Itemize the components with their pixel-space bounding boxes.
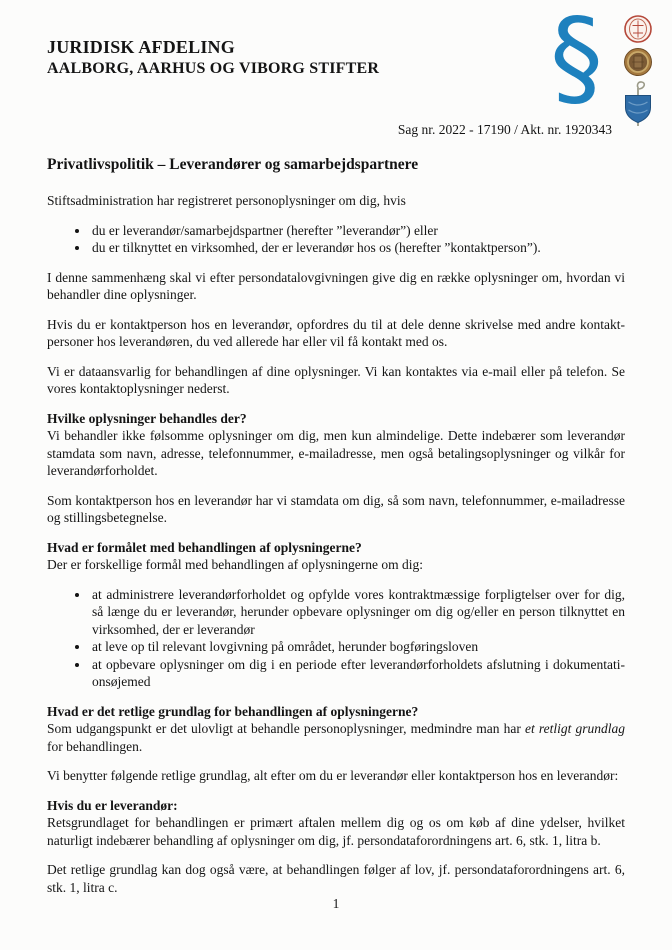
section-sign-icon: § (550, 0, 603, 119)
intro-bullet-list (47, 222, 625, 257)
paragraph-which-data-2: Som kontaktperson hos en leverandør har vi stamdata om dig, så som navn, telefonnummer, e-mailadresse og stillingsbetegnelse. (47, 492, 625, 525)
paragraph-which-data-1: Vi behandler ikke følsomme oplysninger om dig, men kun almindelige. Dette indebærer som leverandør stamdata som navn, adresse, telefonnummer, e-mailadresse, men også betalingsoplysninger og vilkår for leverandørforholdet. (47, 428, 625, 478)
paragraph-obligation: I denne sammenhæng skal vi efter persondatalovgivningen give dig en række oplysninger om, hvordan vi behandler dine oplysninger. (47, 269, 625, 302)
section-heading-legal-basis: Hvad er det retlige grundlag for behandlingen af oplysningerne? (47, 703, 419, 719)
intro-paragraph: Stiftsadministration har registreret personoplysninger om dig, hvis (47, 193, 406, 208)
section-heading-supplier: Hvis du er leverandør: (47, 797, 178, 813)
paragraph-supplier-1: Retsgrundlaget for behandlingen er primært aftalen mellem dig og os om køb af dine ydelser, hvilket naturligt indebærer behandling af oplysninger om dig, jf. persondataforordningens art. 6, stk. 1, litra b. (47, 815, 625, 848)
section-heading-which-data: Hvilke oplysninger behandles der? (47, 410, 247, 426)
red-wax-seal-icon (623, 14, 653, 44)
seal-column (618, 14, 658, 128)
org-name: JURIDISK AFDELING (47, 37, 235, 57)
list-item: • at opbevare oplysninger om dig i en periode efter leverandørforholdets afslutning i dokumentationsøjemed (90, 656, 625, 691)
purpose-bullet-list (47, 586, 625, 691)
list-item: • at administrere leverandørforholdet og opfylde vores kontraktmæssige forpligtelser over for dig, så længe du er leverandør, herunder opbevare oplysninger om dig og/eller en person tilknyttet en virksomhed, der er leverandør (90, 586, 625, 639)
document-title: Privatlivspolitik – Leverandører og samarbejdspartnere (47, 156, 419, 173)
list-item: • du er leverandør/samarbejdspartner (herefter ”leverandør”) eller (90, 222, 625, 240)
paragraph-legal-basis-1 (47, 720, 625, 755)
list-item: • at leve op til relevant lovgivning på området, herunder bogføringsloven (90, 638, 625, 656)
logo (550, 0, 662, 124)
paragraph-share: Hvis du er kontaktperson hos en leverandør, opfordres du til at dele denne skrivelse med andre kontaktpersoner hos leverandøren, du ved allerede har eller vil få kontakt med os. (47, 316, 625, 349)
letterhead (47, 36, 379, 79)
list-item: • du er tilknyttet en virksomhed, der er leverandør hos os (herefter ”kontaktperson”). (90, 239, 625, 257)
legal-basis-text-suffix: for behandlingen. (47, 738, 143, 754)
org-subtitle: AALBORG, AARHUS OG VIBORG STIFTER (47, 60, 380, 77)
legal-basis-text-prefix: Som udgangspunkt er det ulovligt at behandle personoplysninger, medmindre man har (47, 721, 525, 736)
page-number: 1 (332, 896, 340, 911)
bishop-crest-icon (618, 80, 658, 128)
case-reference: Sag nr. 2022 - 17190 / Akt. nr. 1920343 (397, 122, 612, 137)
paragraph-purpose-intro: Der er forskellige formål med behandlingen af oplysningerne om dig: (47, 557, 424, 572)
section-heading-purpose: Hvad er formålet med behandlingen af oplysningerne? (47, 539, 362, 555)
paragraph-supplier-2: Det retlige grundlag kan dog også være, at behandlingen følger af lov, jf. persondataforordningens art. 6, stk. 1, litra c. (47, 862, 625, 895)
paragraph-responsible: Vi er dataansvarlig for behandlingen af dine oplysninger. Vi kan kontaktes via e-mail eller på telefon. Se vores kontaktoplysninger nederst. (47, 363, 625, 396)
document-body (47, 155, 625, 908)
legal-basis-italic-phrase: et retligt grundlag (524, 721, 625, 736)
bronze-coin-seal-icon (623, 47, 653, 77)
paragraph-legal-basis-2: Vi benytter følgende retlige grundlag, alt efter om du er leverandør eller kontaktperson hos en leverandør: (47, 768, 619, 783)
